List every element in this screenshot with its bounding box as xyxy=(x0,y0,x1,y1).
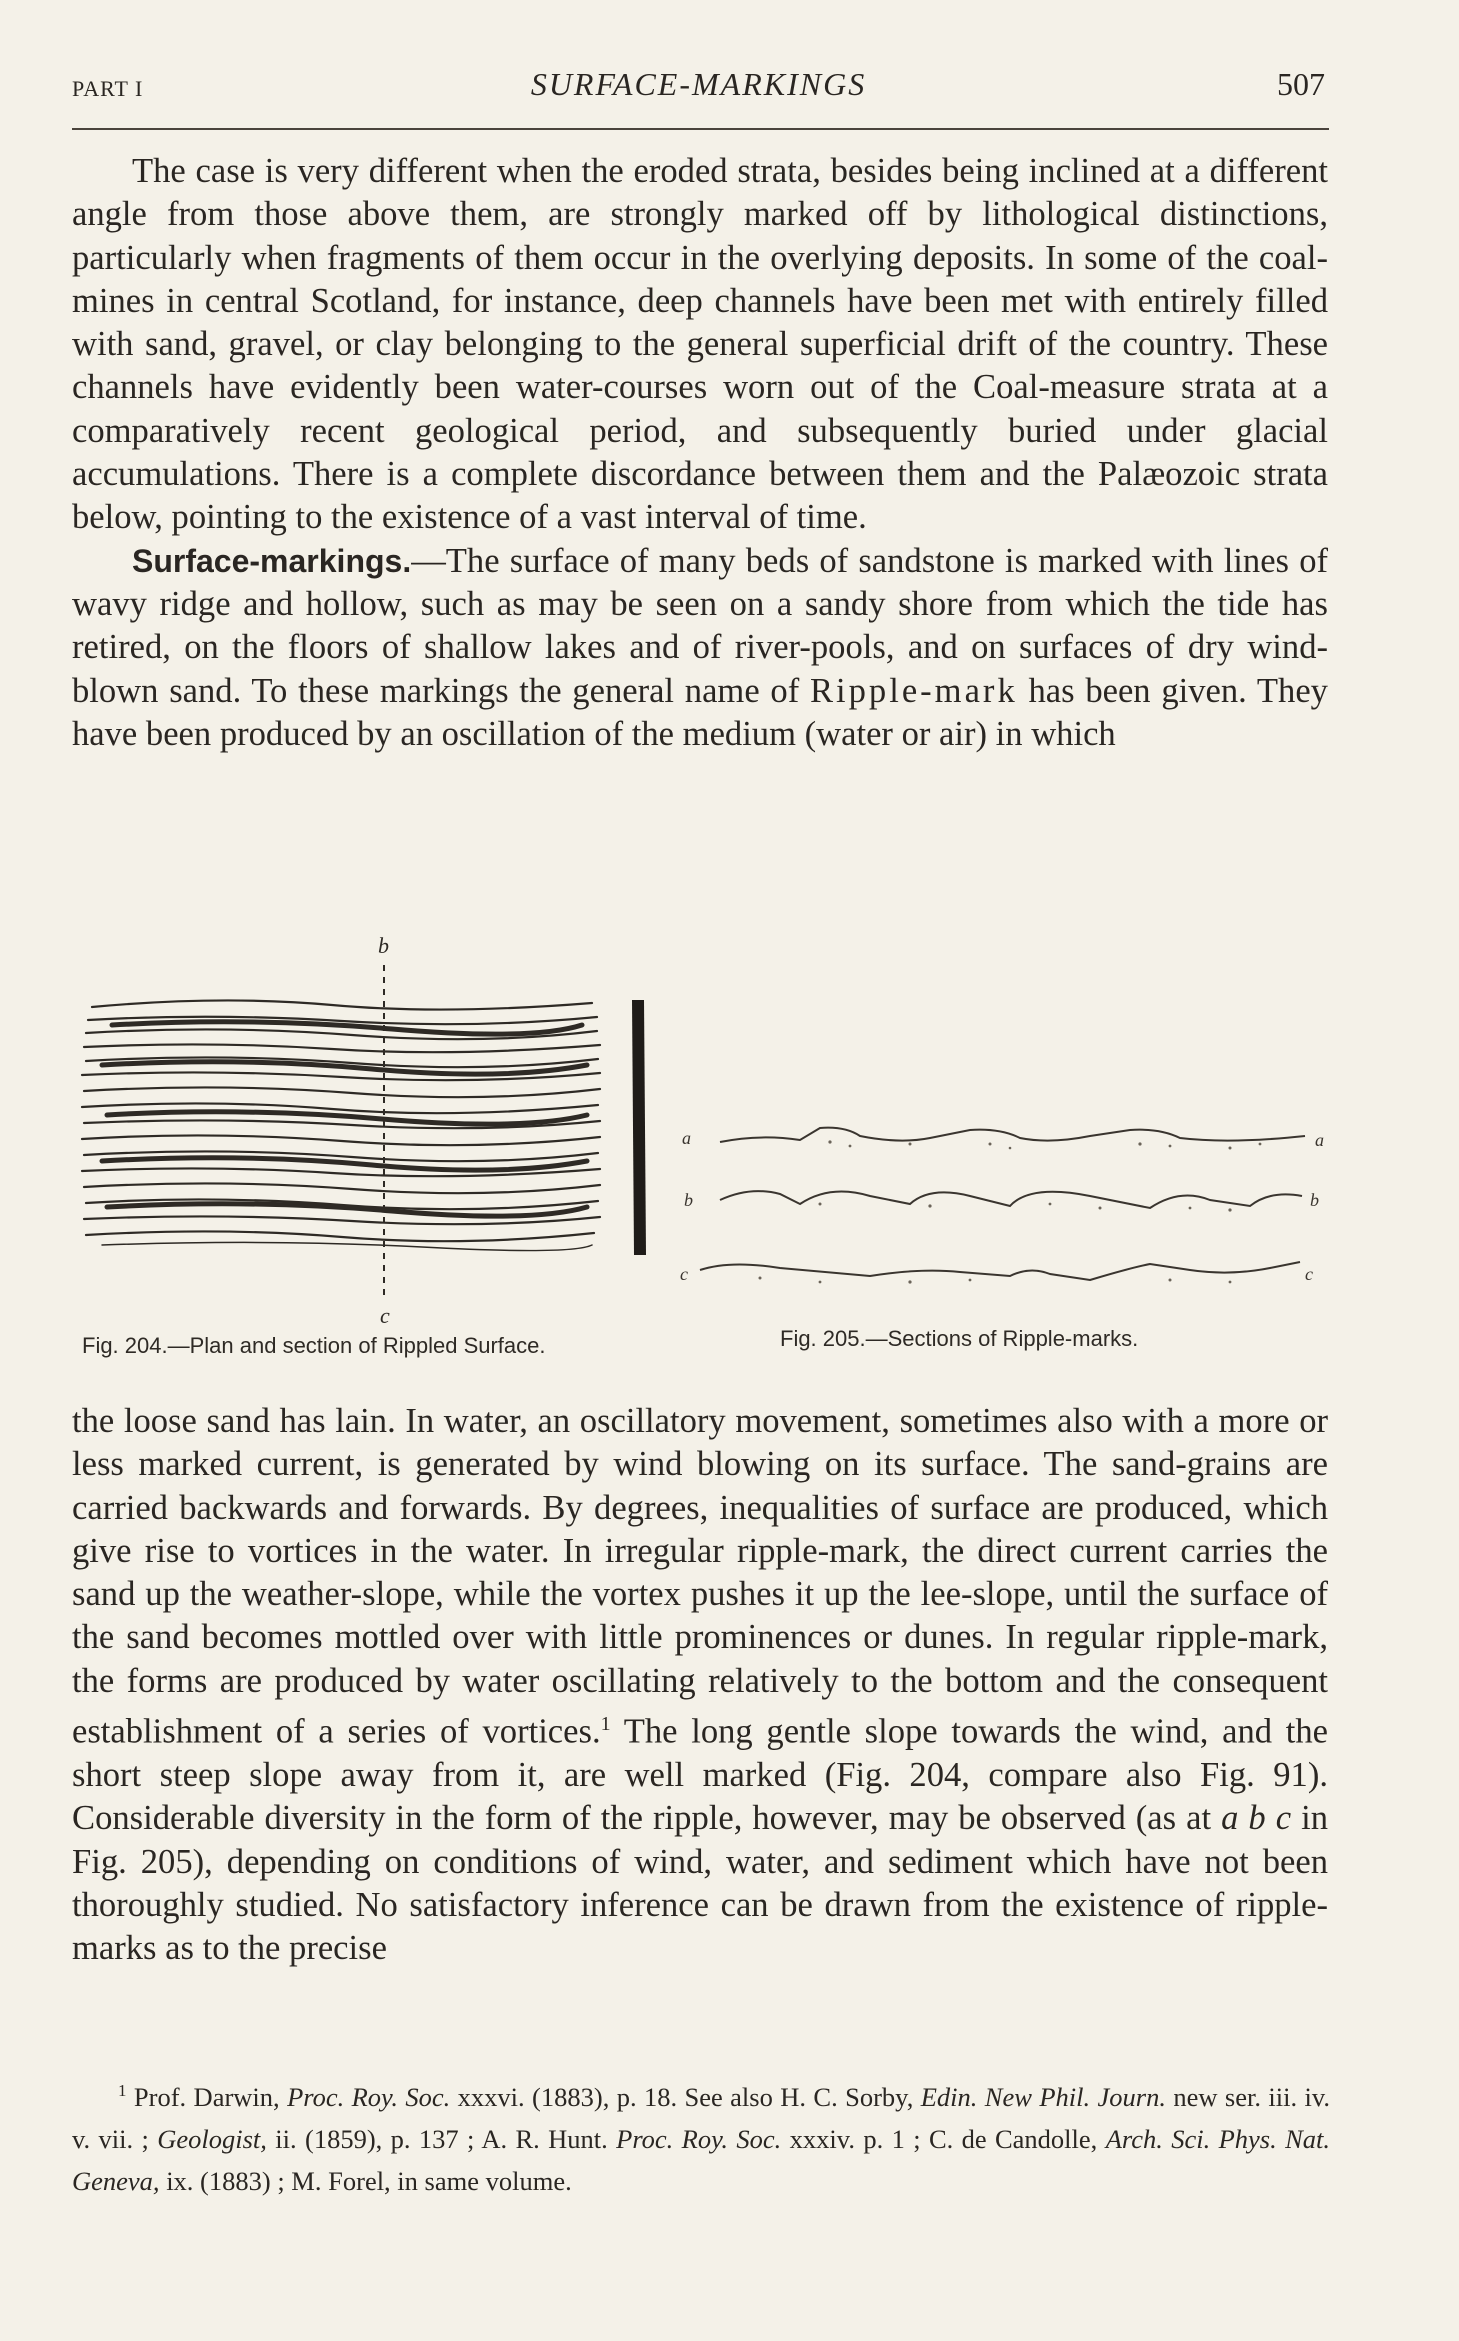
page-number: 507 xyxy=(1277,66,1325,102)
figure-205-label-c-right: c xyxy=(1305,1264,1313,1284)
ripple-plan xyxy=(82,1000,600,1250)
footnote-1 xyxy=(72,2070,1330,2202)
paragraph-text: in Fig. 205), depending on conditions of wind, water, and sediment which have not been thoroughly studied. No satisfactory inference can be drawn from the existence of ripple-marks as to the precise xyxy=(72,1799,1329,1968)
text-block-top xyxy=(72,150,1328,756)
section-heading: Surface-markings. xyxy=(132,542,412,579)
figure-205-label-a-left: a xyxy=(682,1128,691,1148)
ripple-section-b xyxy=(720,1191,1302,1208)
figure-204-label-c: c xyxy=(380,1303,390,1325)
paragraph-unconformity: The case is very different when the eroded strata, besides being inclined at a different angle from those above them, are strongly marked off by lithological distinctions, particularly when fragments of them occur in the overlying deposits. In some of the coal-mines in central Scotland, for instance, deep channels have been met with entirely filled with sand, gravel, or clay belonging to the general superficial drift of the country. These channels have evidently been water-courses worn out of the Coal-measure strata at a comparatively recent geological period, and subsequently buried under glacial accumulations. There is a complete discordance between them and the Palæozoic strata below, pointing to the existence of a vast interval of time. xyxy=(72,152,1328,537)
figure-205-label-b-left: b xyxy=(684,1190,693,1210)
paragraph-text: the loose sand has lain. In water, an oscillatory movement, sometimes also with a more or less marked current, is generated by wind blowing on its surface. The sand-grains are carried backwards and forwards. By degrees, inequalities of surface are produced, which give rise to vortices in the water. In irregular ripple-mark, the direct current carries the sand up the weather-slope, while the vortex pushes it up the lee-slope, until the surface of the sand becomes mottled over with little prominences or dunes. In regular ripple-mark, the forms are produced by water oscillating relatively to the bottom and the consequent establishment of a series of vortices. xyxy=(72,1402,1328,1751)
ripple-section xyxy=(632,1000,646,1255)
figure-204-label-b: b xyxy=(378,933,389,958)
figure-205-label-b-right: b xyxy=(1310,1190,1319,1210)
figure-204-caption: Fig. 204.—Plan and section of Rippled Surface. xyxy=(82,1333,546,1358)
paragraph-text: —The surface of many beds of sandstone is marked with lines of wavy ridge and hollow, such as may be seen on a sandy shore from which the tide has retired, on the floors of shallow lakes and of river-pools, and on surfaces of dry wind-blown sand. To these markings the general name of xyxy=(72,541,1328,710)
text-block-bottom xyxy=(72,1400,1328,1970)
ripple-section-c xyxy=(700,1262,1300,1280)
footnote-text: ii. (1859), p. 137 ; A. R. Hunt. xyxy=(266,2123,617,2154)
footnote-text: ix. (1883) ; M. Forel, in same volume. xyxy=(159,2165,572,2196)
paragraph-text: The long gentle slope towards the wind, and the short steep slope away from it, are well marked (Fig. 204, compare also Fig. 91). Considerable diversity in the form of the ripple, however, may be observed (as at xyxy=(72,1712,1328,1838)
footnote-text: Prof. Darwin, xyxy=(126,2081,288,2112)
citation-journal: Proc. Roy. Soc. xyxy=(287,2081,451,2112)
ripple-section-a xyxy=(720,1128,1305,1142)
citation-journal: Proc. Roy. Soc. xyxy=(616,2123,782,2154)
paragraph-text: has been given. They have been produced by an oscillation of the medium (water or air) in which xyxy=(72,671,1328,753)
part-label: PART I xyxy=(72,76,144,101)
header-rule xyxy=(72,128,1329,130)
footnote-text: new ser. iii. iv. v. vii. ; xyxy=(72,2081,1330,2154)
paragraph-surface-markings xyxy=(72,540,1328,756)
paragraph-ripple-formation xyxy=(72,1400,1328,1970)
citation-journal: Arch. Sci. Phys. Nat. Geneva, xyxy=(72,2123,1331,2196)
citation-journal: Edin. New Phil. Journ. xyxy=(920,2081,1166,2112)
figure-205-label-c-left: c xyxy=(680,1264,688,1284)
footnote-reference[interactable]: 1 xyxy=(600,1713,611,1736)
footnotes xyxy=(72,2070,1330,2202)
footnote-text: xxxiv. p. 1 ; C. de Candolle, xyxy=(781,2123,1106,2154)
footnote-text: xxxvi. (1883), p. 18. See also H. C. Sorby, xyxy=(450,2081,921,2112)
term-ripple-mark: Ripple-mark xyxy=(809,671,1018,710)
citation-journal: Geologist, xyxy=(157,2123,267,2154)
footnote-marker: 1 xyxy=(118,2081,127,2100)
figure-204 xyxy=(72,925,672,1325)
figure-letters: a b c xyxy=(1221,1799,1292,1838)
figure-205-caption: Fig. 205.—Sections of Ripple-marks. xyxy=(780,1326,1139,1351)
running-header xyxy=(72,62,1325,112)
running-title: SURFACE-MARKINGS xyxy=(530,66,867,102)
figure-205 xyxy=(670,1100,1330,1320)
figure-205-label-a-right: a xyxy=(1315,1130,1324,1150)
